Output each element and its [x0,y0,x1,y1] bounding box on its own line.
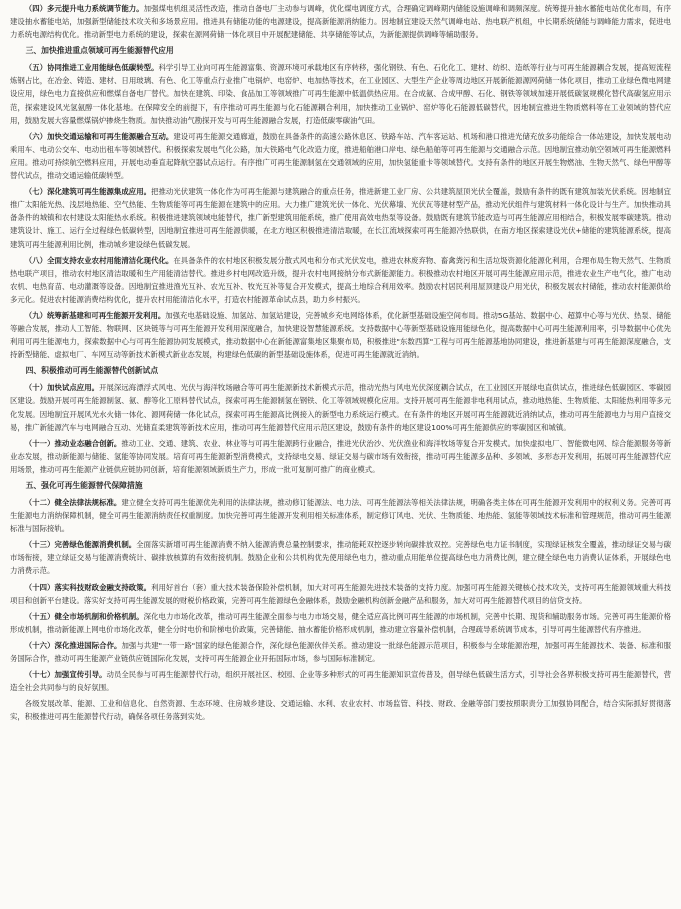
paragraph-body: 各级发展改革、能源、工业和信息化、自然资源、生态环境、住房城乡建设、交通运输、水利、农业农村、市场监管、科技、财政、金融等部门要按照职责分工加强协同配合，结合实际抓好贯彻落实，积极推进可再生能源替代行动，确保各项任务落到实处。 [10,699,671,722]
paragraph-heading: （十五）健全市场机制和价格机制。 [24,611,144,621]
paragraph-body: 建立健全支持可再生能源优先利用的法律法规，推动修订能源法、电力法、可再生能源法等相关法律法规，明确各类主体在可再生能源开发利用中的权利义务。完善可再生能源电力消纳保障机制，健全可再生能源消纳责任权重制度。加快完善可再生能源开发利用相关标准体系，制定修订风电、光伏、生物质能、地热能、氢能等领域技术标准和管理规范，推动可再生能源标准与国际接轨。 [10,498,671,534]
paragraph-heading: （七）深化建筑可再生能源集成应用。 [24,187,152,197]
paragraph [10,130,671,182]
paragraph [10,639,671,665]
section-heading: 五、强化可再生能源替代保障措施 [25,481,143,490]
section-heading: 三、加快推进重点领域可再生能源替代应用 [25,46,174,56]
paragraph-body: 深化电力市场化改革，推动可再生能源全面参与电力市场交易，健全适应高比例可再生能源的市场机制，完善中长期、现货和辅助服务市场。完善可再生能源价格形成机制，推动新能源上网电价市场化改革，健全分时电价和阶梯电价政策，完善储能、抽水蓄能价格形成机制，推动建立容量补偿机制，合理疏导系统调节成本，引导可再生能源替代有序推进。 [10,611,671,634]
paragraph-body: 推动工业、交通、建筑、农业、林业等与可再生能源跨行业融合，推进光伏治沙、光伏渔业和海洋牧场等复合开发模式。加快虚拟电厂、智能微电网、综合能源服务等新业态发展，推动新能源与储能、氢能等协同发展。培育可再生能源新型消费模式，支持绿电交易、绿证交易与碳市场有效衔接，推动可再生能源多品种、多领域、多形态开发利用，拓展可再生能源替代应用场景，推动可再生能源产业链供应链协同创新，培育能源领域新质生产力，形成一批可复制可推广的商业模式。 [10,438,671,474]
paragraph-body: 开展深远海漂浮式风电、光伏与海洋牧场融合等可再生能源新技术新模式示范，推动光热与风电光伏深度耦合试点，在工业园区开展绿电直供试点，推进绿色低碳园区、零碳园区建设。鼓励开展可再生能源制氢、氨、醇等化工原料替代试点，探索可再生能源制氢在钢铁、化工等领域规模化应用。支持开展可再生能源非电利用试点，推动地热能、生物质能、太阳能热利用等多元化发展。因地制宜开展风光水火储一体化、源网荷储一体化试点，探索可再生能源高比例接入的新型电力系统运行模式。在有条件的地区开展可再生能源就近消纳试点，推动可再生能源电力与用户直接交易，推广新能源汽车与电网融合互动、光储直柔建筑等新技术应用，推动可再生能源替代应用示范区建设，鼓励有条件的地区建设100%可再生能源供应的零碳园区和城镇。 [10,383,671,432]
paragraph-heading: （十六）深化推进国际合作。 [24,640,122,650]
paragraph-body: 全面落实新增可再生能源消费不纳入能源消费总量控制要求，推动能耗双控逐步转向碳排放双控。完善绿色电力证书制度，实现绿证核发全覆盖，推动绿证交易与碳市场衔接，建立绿证交易与能源消费统计、碳排放核算的有效衔接机制。鼓励企业和公共机构优先使用绿色电力，推动重点用能单位提高绿色电力消费比例，建立健全绿色电力消费认证体系，开展绿色电力消费示范。 [10,540,671,576]
paragraph-heading: （十）加快试点应用。 [24,383,100,393]
paragraph-heading: （八）全面支持农业农村用能清洁化现代化。 [24,255,174,265]
paragraph-heading: （十七）加强宣传引导。 [24,670,107,680]
paragraph-body: 科学引导工业向可再生能源富集、资源环境可承载地区有序转移，强化钢铁、有色、石化化工、建材、纺织、造纸等行业与可再生能源耦合发展，提高短流程炼钢占比，在冶金、铸造、建材、日用玻璃、有色、化工等重点行业推广电锅炉、电窑炉、电加热等技术，在工业园区、大型生产企业等周边地区开展新能源源网荷储一体化项目，推动工业绿色微电网建设应用，绿色电力直接供应和燃煤自备电厂替代。加快在建筑、印染、食品加工等领域推广可再生能源中低温供热应用。在合成氨、合成甲醇、石化、钢铁等领域加速开展低碳氢规模化替代高碳氢应用示范，探索建设风光氢氨醇一体化基地。在保障安全的前提下，有序推动可再生能源与化石能源耦合利用，加快推动工业锅炉、窑炉等化石能源低碳替代，因地制宜推进生物质燃料等在工业领域的替代应用，鼓励发展大容量燃煤锅炉掺烧生物质。加快推动油气勘探开发与可再生能源融合发展，打造低碳零碳油气田。 [10,63,671,125]
paragraph-body: 利用好首台（套）重大技术装备保险补偿机制，加大对可再生能源先进技术装备的支持力度。加强可再生能源关键核心技术攻关，支持可再生能源领域重大科技项目和创新平台建设。落实好支持可再生能源发展的财税价格政策，完善可再生能源绿色金融体系，鼓励金融机构创新金融产品和服务，加大对可再生能源替代项目的信贷支持。 [10,582,671,605]
paragraph-heading: （十三）完善绿色能源消费机制。 [24,540,137,550]
paragraph-heading: （九）统筹新基建和可再生能源开发利用。 [24,310,166,320]
paragraph [10,381,671,433]
paragraph-body: 加强煤电机组灵活性改造，推动自备电厂主动参与调峰，优化煤电调度方式，合理确定调峰期内储能设施调峰和调频深度。统筹提升抽水蓄能电站优化布局，有序建设抽水蓄能电站，加强新型储能技术攻关和多场景应用。推进具有储能功能的电源建设，提高新能源消纳能力。因地制宜建设天然气调峰电站、热电联产机组，中长期系统储能与调峰能力需求，促进电力系统电源结构优化。推动新型电力系统的建设，探索在源网荷储一体化项目中开展配建储能、共享储能等试点，为新能源提供调峰等辅助服务。 [10,4,671,40]
paragraph-body: 在具备条件的农村地区积极发展分散式风电和分布式光伏发电，推进农林废弃物、畜禽粪污和生活垃圾资源化能源化利用，合理布局生物天然气、生物质热电联产项目，推动农村地区清洁取暖和生产用能清洁替代。推进乡村电网改造升级，提升农村电网接纳分布式新能源能力。积极推动农村地区开展可再生能源应用示范，推进农业生产电气化，推广电动农机、电热育苗、电动灌溉等设备。因地制宜推进渔光互补、农光互补、牧光互补等复合开发模式，提高土地综合利用效率。鼓励农村居民利用屋顶建设户用光伏，积极发展农村储能，推动农村能源供给多元化。促进农村能源消费结构优化，提升农村用能清洁化水平，打造农村能源革命试点县，助力乡村振兴。 [10,255,671,304]
paragraph [10,538,671,577]
paragraph [10,610,671,636]
paragraph [10,496,671,535]
paragraph [10,697,671,723]
paragraph [10,437,671,476]
paragraph-body: 加强充电基础设施、加氢站、加氢站建设，完善城乡充电网络体系，优化新型基础设施空间布局。推动5G基站、数据中心、超算中心等与光伏、热泵、储能等融合发展，推动人工智能、物联网、区块链等与可再生能源开发利用深度融合，加快建设智慧能源系统。支持数据中心等新型基础设施用能绿色化，提高数据中心可再生能源利用率，引导数据中心优先利用可再生能源电力，探索数据中心与可再生能源协同发展模式，推动数据中心在新能源富集地区集聚布局，积极推进"东数西算"工程与可再生能源基地协同建设，推进新基建与可再生能源深度融合，支持新型储能、虚拟电厂、车网互动等新技术新模式新业态发展，构建绿色低碳的新型基础设施体系，促进可再生能源就近消纳。 [10,310,671,360]
section-heading: 四、积极推动可再生能源替代创新试点 [25,366,159,376]
paragraph [10,2,671,41]
paragraph [10,185,671,250]
paragraph-heading: （五）协同推进工业用能绿色低碳转型。 [24,63,159,73]
document-page [10,0,671,724]
paragraph-heading: （十二）健全法律法规标准。 [24,498,122,507]
paragraph [10,61,671,126]
paragraph [10,309,671,361]
paragraph-body: 动员全民参与可再生能源替代行动，组织开展社区、校园、企业等多种形式的可再生能源知识宣传普及，倡导绿色低碳生活方式，引导社会各界积极支持可再生能源替代，营造全社会共同参与的良好氛围。 [10,670,671,693]
paragraph [10,668,671,694]
paragraph-heading: （十一）推动业态融合创新。 [24,438,122,448]
paragraph-heading: （十四）落实科技财政金融支持政策。 [24,582,152,592]
paragraph-heading: （四）多元提升电力系统调节能力。 [24,4,144,13]
paragraph-body: 加强与共建"一带一路"国家的绿色能源合作，深化绿色能源伙伴关系。推动建设一批绿色能源示范项目，积极参与全球能源治理，加强可再生能源技术、装备、标准和服务国际合作，推动可再生能源产业链供应链国际化发展，支持可再生能源企业开拓国际市场，参与国际标准制定。 [10,640,671,664]
paragraph-body: 把推动光伏建筑一体化作为可再生能源与建筑融合的重点任务，推进新建工业厂房、公共建筑屋顶光伏全覆盖，鼓励有条件的既有建筑加装光伏系统。因地制宜推广太阳能光热、浅层地热能、空气热能、生物质能等可再生能源在建筑中的应用。大力推广建筑光伏一体化、光伏幕墙、光伏瓦等建材型产品，推动光伏组件与建筑材料一体化设计与生产。加快推动具备条件的城镇和农村建设太阳能热水系统。积极推进建筑领域电能替代，推广新型建筑用能系统，推广使用高效电热泵等设备。鼓励既有建筑节能改造与可再生能源应用相结合，积极发展零碳建筑。推动建筑设计、施工、运行全过程绿色低碳转型，因地制宜推进可再生能源供暖，在北方地区积极推进清洁取暖，在长江流域探索可再生能源冷热联供，在南方地区探索建设光伏+储能的建筑能源系统，提高建筑可再生能源利用比例，推动城乡建设绿色低碳发展。 [10,187,671,249]
paragraph-body: 建设可再生能源交通廊道，鼓励在具备条件的高速公路休息区、铁路车站、汽车客运站、机场和港口推进光储充放多功能综合一体站建设，加快发展电动乘用车、电动公交车、电动出租车等领域替代。积极探索发展电气化公路，加大铁路电气化改造力度，推进船舶港口岸电、绿色船舶等可再生能源与交通融合示范。因地制宜推动航空领域可再生能源燃料应用。推动可持续航空燃料应用，开展电动垂直起降航空器试点运行。有序推广可再生能源制氢在交通领域的应用，加快氢能重卡等领域替代。支持有条件的地区开展生物燃油、生物天然气、绿色甲醇等替代试点，推动交通运输低碳转型。 [10,131,671,181]
paragraph [10,254,671,306]
paragraph [10,581,671,607]
paragraph-heading: （六）加快交通运输和可再生能源融合互动。 [24,131,174,141]
